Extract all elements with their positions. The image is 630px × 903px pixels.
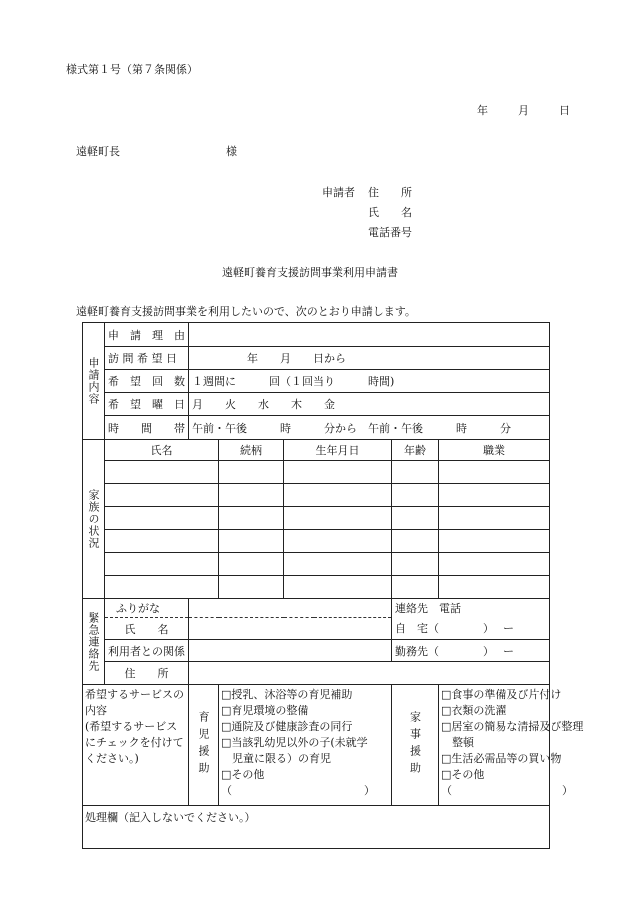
services-label: 希望するサービスの内容 (希望するサービスにチェックを付けてください。) [83,685,189,806]
label-emergency-name: 氏 名 [105,618,189,640]
housework-item-other-blank[interactable]: （ ） [441,784,573,797]
processing-row [83,806,550,849]
family-cell-birthdate[interactable] [284,461,392,484]
family-cell-name[interactable] [105,553,219,576]
field-furigana[interactable] [189,599,392,618]
row-reason [83,323,550,347]
childcare-item-siblings[interactable]: □当該乳幼児以外の子(未就学 [221,736,368,749]
date-month: 月 [518,104,529,117]
label-time: 時 間 帯 [105,416,189,440]
row-time [83,416,550,440]
processing-field: 処理欄（記入しないでください。） [83,806,550,849]
date-line [477,102,570,118]
row-frequency [83,370,550,393]
family-cell-occupation[interactable] [439,461,550,484]
family-cell-relation[interactable] [219,530,284,553]
family-cell-age[interactable] [392,484,439,507]
childcare-item-hospital[interactable]: □通院及び健康診査の同行 [221,720,353,733]
emergency-name-row [83,618,550,640]
emergency-furigana-row [83,599,550,618]
housework-options [439,685,584,806]
applicant-address: 住 所 [368,186,412,199]
family-cell-age[interactable] [392,461,439,484]
label-weekday: 希 望 曜 日 [105,393,189,416]
childcare-item-other-blank[interactable]: （ ） [221,784,375,797]
label-emergency-address: 住 所 [105,662,189,685]
family-header-relation: 続柄 [219,440,284,461]
childcare-item-nursing[interactable]: □授乳、沐浴等の育児補助 [221,688,353,701]
housework-item-laundry[interactable]: □衣類の洗濯 [441,704,507,717]
childcare-item-other[interactable]: □その他 [221,768,265,781]
field-work-phone[interactable]: 勤務先（ ） ー [392,640,550,662]
emergency-address-row [83,662,550,685]
family-cell-name[interactable] [105,576,219,599]
family-cell-birthdate[interactable] [284,484,392,507]
date-day: 日 [559,104,570,117]
family-cell-birthdate[interactable] [284,530,392,553]
field-reason[interactable] [189,323,550,347]
family-cell-occupation[interactable] [439,576,550,599]
family-header-age: 年齢 [392,440,439,461]
family-cell-relation[interactable] [219,461,284,484]
family-cell-birthdate[interactable] [284,507,392,530]
label-relation: 利用者との関係 [105,640,189,662]
section-emergency-label: 緊急連絡先 [83,599,105,685]
addressee-name: 遠軽町長 [76,145,120,158]
family-cell-relation[interactable] [219,484,284,507]
housework-label: 家事援助 [392,685,439,806]
family-row [83,553,550,576]
label-frequency: 希 望 回 数 [105,370,189,393]
contact-header: 連絡先 電話 [392,599,550,618]
section-application-label: 申請内容 [83,323,105,440]
addressee-honorific: 様 [226,145,237,158]
family-cell-age[interactable] [392,530,439,553]
family-header-occupation: 職業 [439,440,550,461]
document-title: 遠軽町養育支援訪問事業利用申請書 [222,266,398,279]
family-header-row [83,440,550,461]
family-cell-relation[interactable] [219,576,284,599]
applicant-phone: 電話番号 [368,226,412,239]
family-cell-relation[interactable] [219,507,284,530]
family-cell-occupation[interactable] [439,553,550,576]
row-weekday [83,393,550,416]
family-row [83,507,550,530]
family-cell-relation[interactable] [219,553,284,576]
application-form [82,322,584,849]
intro-text: 遠軽町養育支援訪問事業を利用したいので、次のとおり申請します。 [76,305,416,318]
family-cell-name[interactable] [105,461,219,484]
housework-item-shopping[interactable]: □生活必需品等の買い物 [441,752,562,765]
family-row [83,576,550,599]
date-year: 年 [477,104,488,117]
family-header-birthdate: 生年月日 [284,440,392,461]
housework-item-meals[interactable]: □食事の準備及び片付け [441,688,562,701]
field-emergency-name[interactable] [189,618,392,640]
family-cell-name[interactable] [105,530,219,553]
row-visit-date [83,347,550,370]
family-cell-birthdate[interactable] [284,576,392,599]
family-cell-occupation[interactable] [439,507,550,530]
housework-item-other[interactable]: □その他 [441,768,485,781]
applicant-name: 氏 名 [368,206,412,219]
field-frequency[interactable]: １週間に 回（１回当り 時間) [189,370,550,393]
family-row [83,484,550,507]
family-row [83,461,550,484]
applicant-label: 申請者 [322,186,355,199]
field-emergency-address[interactable] [189,662,550,685]
childcare-item-siblings-cont: 児童に限る）の育児 [221,752,331,765]
family-row [83,530,550,553]
childcare-options [219,685,392,806]
label-reason: 申 請 理 由 [105,323,189,347]
section-family-label: 家族の状況 [83,440,105,599]
family-cell-occupation[interactable] [439,530,550,553]
family-cell-name[interactable] [105,507,219,530]
field-visit-date[interactable]: 年 月 日から [189,347,550,370]
services-row [83,685,550,806]
form-number: 様式第１号（第７条関係） [66,63,198,76]
family-cell-name[interactable] [105,484,219,507]
family-cell-age[interactable] [392,576,439,599]
childcare-item-environment[interactable]: □育児環境の整備 [221,704,309,717]
label-furigana: ふりがな [105,599,189,618]
housework-item-cleaning[interactable]: □居室の簡易な清掃及び整理 [441,720,584,733]
emergency-relation-row [83,640,550,662]
family-cell-birthdate[interactable] [284,553,392,576]
family-header-name: 氏名 [105,440,219,461]
field-relation[interactable] [189,640,392,662]
field-time[interactable]: 午前・午後 時 分から 午前・午後 時 分 [189,416,550,440]
field-weekday[interactable]: 月 火 水 木 金 [189,393,550,416]
label-visit-date: 訪 問 希 望 日 [105,347,189,370]
family-cell-occupation[interactable] [439,484,550,507]
family-cell-age[interactable] [392,553,439,576]
family-cell-age[interactable] [392,507,439,530]
field-home-phone[interactable]: 自 宅（ ） ー [392,618,550,640]
childcare-label: 育児援助 [189,685,219,806]
housework-item-cleaning-cont: 整頓 [441,736,474,749]
